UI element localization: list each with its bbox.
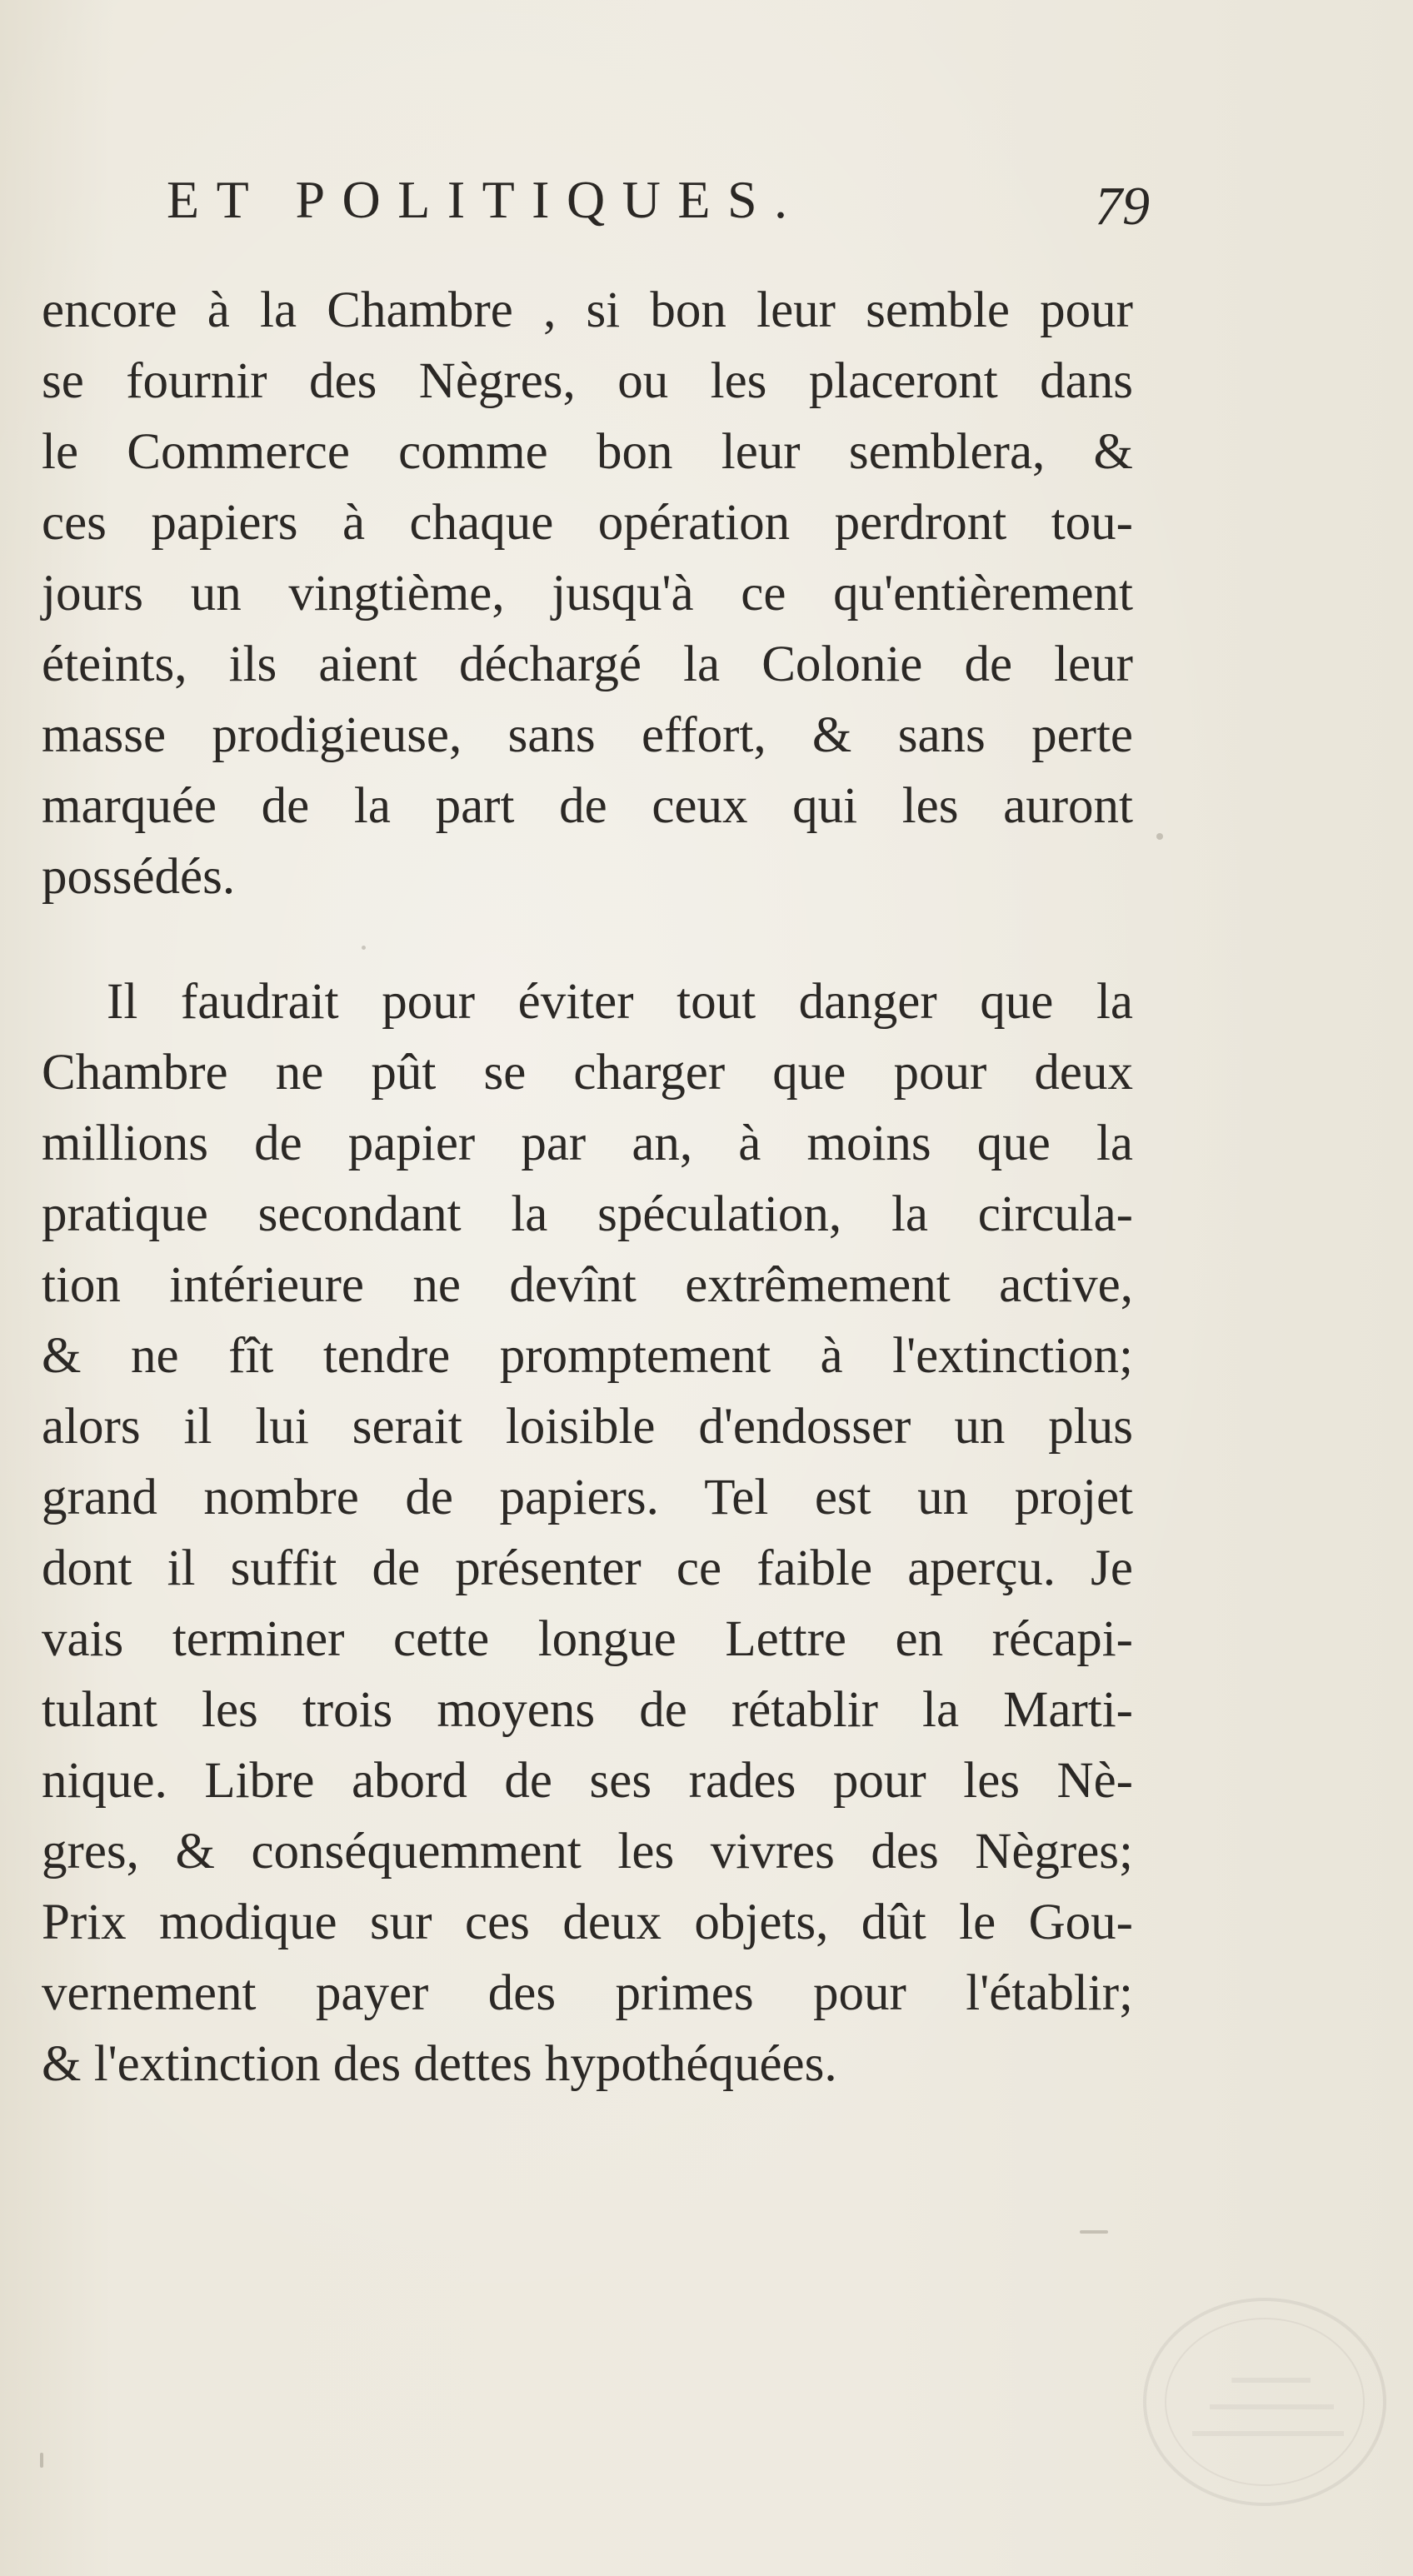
text-line: le Commerce comme bon leur semblera, & <box>42 424 1133 480</box>
text-line: tulant les trois moyens de rétablir la Marti- <box>42 1682 1133 1738</box>
text-line: dont il suffit de présenter ce faible aperçu. Je <box>42 1540 1133 1596</box>
paragraph-new <box>42 966 1133 2099</box>
text-line: Il faudrait pour éviter tout danger que la <box>107 974 1133 1030</box>
page-number: 79 <box>1095 176 1150 237</box>
text-line: possédés. <box>42 849 236 905</box>
paper-speck <box>40 2453 43 2468</box>
paper-speck <box>362 946 366 950</box>
text-line: millions de papier par an, à moins que la <box>42 1116 1133 1171</box>
text-line: grand nombre de papiers. Tel est un projet <box>42 1470 1133 1525</box>
text-line: ces papiers à chaque opération perdront tou- <box>42 495 1133 551</box>
text-line: & l'extinction des dettes hypothéquées. <box>42 2036 837 2092</box>
text-line: alors il lui serait loisible d'endosser un plus <box>42 1399 1133 1455</box>
text-line: marquée de la part de ceux qui les auront <box>42 778 1133 834</box>
running-head <box>167 167 1150 237</box>
paper-speck <box>1156 833 1163 840</box>
text-line: vernement payer des primes pour l'établir; <box>42 1965 1133 2021</box>
text-line: vais terminer cette longue Lettre en récapi- <box>42 1611 1133 1667</box>
text-line: encore à la Chambre , si bon leur semble pour <box>42 282 1133 338</box>
text-line: Prix modique sur ces deux objets, dût le Gou- <box>42 1895 1133 1950</box>
text-line: éteints, ils aient déchargé la Colonie de leur <box>42 637 1133 692</box>
body-text <box>42 275 1133 2099</box>
text-line: gres, & conséquemment les vivres des Nègres; <box>42 1824 1133 1880</box>
running-title: ET POLITIQUES. <box>167 170 805 229</box>
text-line: & ne fît tendre promptement à l'extinction; <box>42 1328 1133 1384</box>
stamp-marks <box>1192 2364 1344 2444</box>
text-line: nique. Libre abord de ses rades pour les Nè- <box>42 1753 1133 1809</box>
text-line: se fournir des Nègres, ou les placeront dans <box>42 353 1133 409</box>
text-line: Chambre ne pût se charger que pour deux <box>42 1045 1133 1101</box>
text-line: jours un vingtième, jusqu'à ce qu'entièrement <box>42 566 1133 622</box>
text-line: pratique secondant la spéculation, la circula- <box>42 1186 1133 1242</box>
paper-speck <box>1080 2230 1108 2234</box>
text-line: tion intérieure ne devînt extrêmement active, <box>42 1257 1133 1313</box>
library-stamp <box>1143 2298 1386 2506</box>
text-line: masse prodigieuse, sans effort, & sans perte <box>42 707 1133 763</box>
paragraph-continued <box>42 275 1133 912</box>
